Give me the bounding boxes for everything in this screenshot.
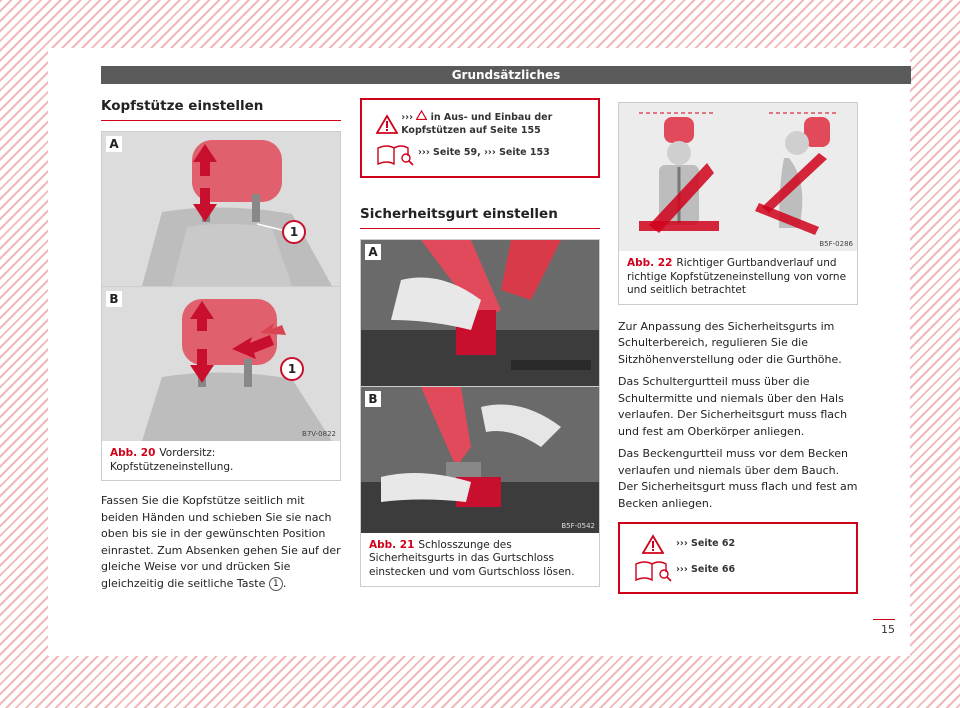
warning-link[interactable]: ››› Seite 62 <box>676 538 736 550</box>
figure-21-panel-a <box>361 240 599 386</box>
panel-label-a: A <box>365 244 381 260</box>
column-seatbelt <box>360 98 600 587</box>
headrest-up-illustration <box>102 132 340 286</box>
figure-20 <box>101 131 341 481</box>
figure-21-panel-b <box>361 386 599 533</box>
figure-caption <box>102 441 340 480</box>
reference-row <box>630 558 846 582</box>
figure-20-panel-a <box>102 132 340 286</box>
figure-caption-text: Schlosszunge des Sicherheitsgurts in das Gurtschloss einstecken und vom Gurtschloss lösen. <box>369 538 575 578</box>
page-header: Grundsätzliches <box>101 66 911 84</box>
headrest-instructions-end: . <box>282 576 287 590</box>
belt-instructions <box>618 319 858 513</box>
headrest-instructions <box>101 493 341 592</box>
image-code: B5F-0286 <box>819 240 853 248</box>
paragraph: Das Beckengurtteil muss vor dem Becken verlaufen und niemals über dem Bauch. Der Sicherheitsgurt muss flach und fest am Becken anliegen. <box>618 447 858 510</box>
belt-release-illustration <box>361 387 599 533</box>
figure-caption-text: Richtiger Gurtbandverlauf und richtige Kopfstützeneinstellung von vorne und seitlich betrachtet <box>627 257 847 297</box>
column-headrest <box>101 98 341 598</box>
belt-routing-illustration <box>619 103 857 251</box>
figure-caption-text: Vordersitz: Kopfstützeneinstellung. <box>110 447 234 473</box>
callout-1-a: 1 <box>282 220 306 244</box>
page-number: 15 <box>881 623 895 636</box>
panel-label-b: B <box>106 291 122 307</box>
warning-box <box>618 522 858 594</box>
warning-row <box>372 110 588 138</box>
book-magnifier-icon <box>630 558 676 582</box>
warning-box <box>360 98 600 178</box>
figure-20-panel-b <box>102 286 340 441</box>
reference-link[interactable]: ››› Seite 66 <box>676 564 736 576</box>
headrest-button-illustration <box>102 287 340 441</box>
paragraph: Das Schultergurtteil muss über die Schultermitte und niemals über den Hals verlaufen. Der Sicherheitsgurt muss flach und fest am Oberkörper anliegen. <box>618 375 848 438</box>
figure-22 <box>618 102 858 305</box>
figure-21 <box>360 239 600 587</box>
panel-label-a: A <box>106 136 122 152</box>
image-code: B5F-0542 <box>561 521 595 530</box>
figure-label: Abb. 22 <box>627 257 673 269</box>
page-number-rule <box>873 619 895 620</box>
panel-label-b: B <box>365 391 381 407</box>
warning-link[interactable]: in Aus- und Einbau der Kopfstützen auf Seite 155 <box>401 112 553 136</box>
figure-label: Abb. 20 <box>110 447 156 459</box>
callout-1-b: 1 <box>280 357 304 381</box>
warning-inline-icon <box>416 110 427 120</box>
paragraph: Zur Anpassung des Sicherheitsgurts im Schulterbereich, regulieren Sie die Sitzhöhenverstellung oder die Gurthöhe. <box>618 319 842 366</box>
callout-inline: 1 <box>269 577 283 591</box>
warning-row <box>630 534 846 554</box>
section-title-seatbelt: Sicherheitsgurt einstellen <box>360 206 600 229</box>
reference-link[interactable]: ››› Seite 59, ››› Seite 153 <box>418 147 550 159</box>
warning-prefix: ››› <box>401 112 413 123</box>
figure-label: Abb. 21 <box>369 538 415 551</box>
book-magnifier-icon <box>372 142 418 166</box>
headrest-instructions-text: Fassen Sie die Kopfstütze seitlich mit beiden Händen und schieben Sie sie nach oben bis sie in der gewünschten Position einrastet. Zum Absenken gehen Sie auf der gleiche Weise vor und drücken Sie gleichzeitig die seitliche Taste <box>101 494 341 590</box>
figure-caption <box>361 533 599 586</box>
image-code: B7V-0822 <box>302 430 336 438</box>
warning-triangle-icon <box>372 114 401 134</box>
reference-row <box>372 142 588 166</box>
warning-triangle-icon <box>630 534 676 554</box>
page <box>48 48 910 656</box>
section-title-headrest: Kopfstütze einstellen <box>101 98 341 121</box>
figure-22-image <box>619 103 857 251</box>
column-belt-routing <box>618 98 858 594</box>
warning-text <box>401 110 588 138</box>
belt-insert-illustration <box>361 240 599 386</box>
figure-caption <box>619 251 857 304</box>
